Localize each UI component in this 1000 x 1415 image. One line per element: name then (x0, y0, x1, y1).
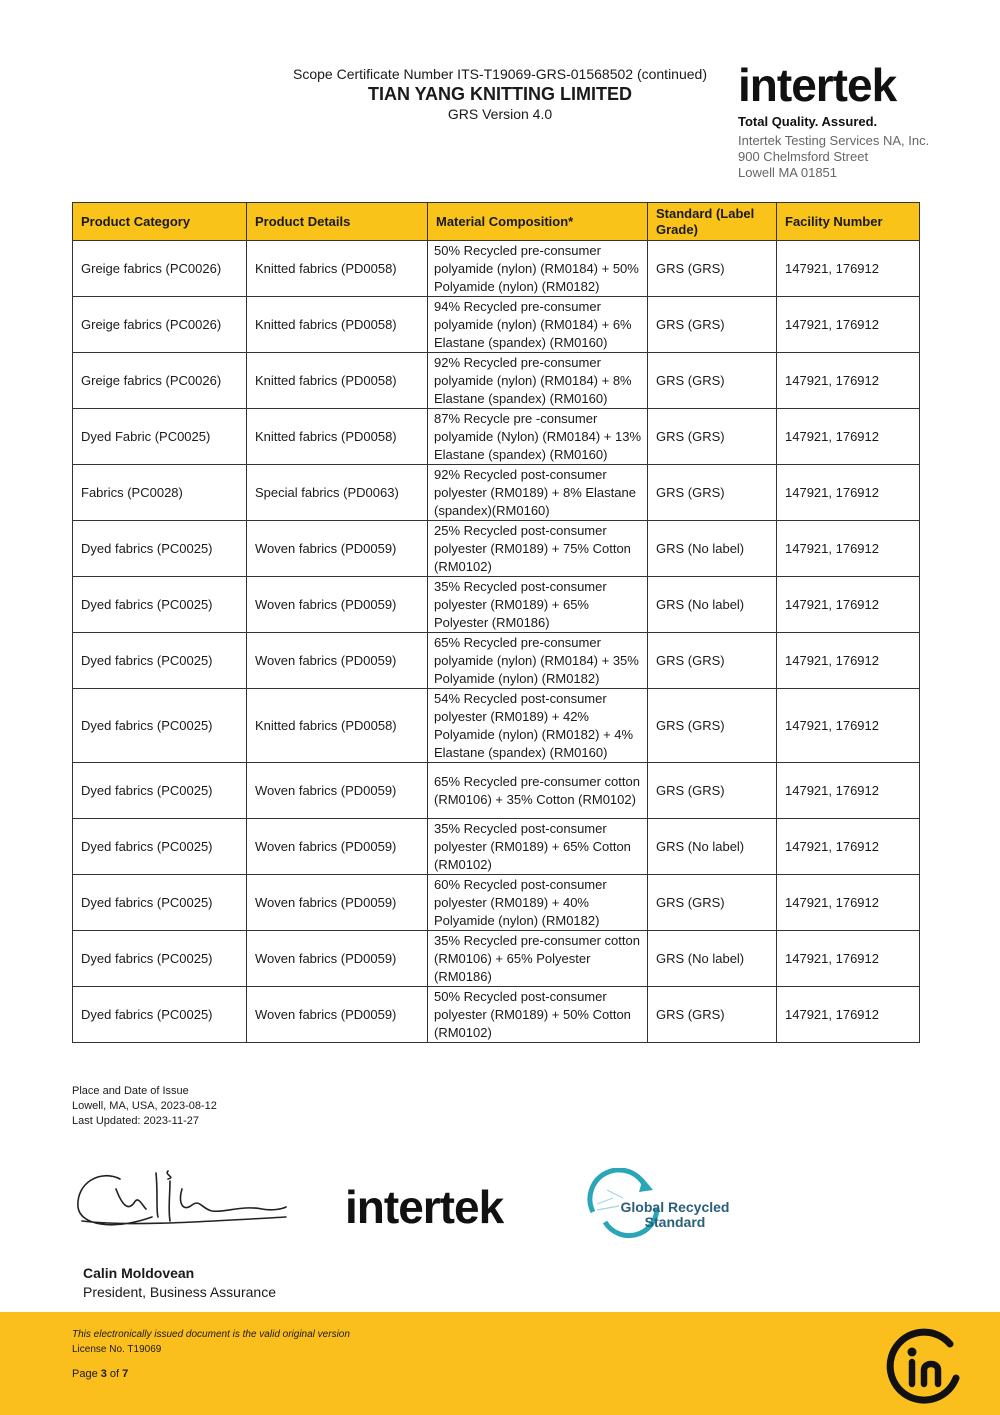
table-row (73, 689, 920, 763)
product-details-cell: Special fabrics (PD0063) (247, 465, 428, 521)
table-row (73, 987, 920, 1043)
standard-cell: GRS (GRS) (648, 297, 777, 353)
material-composition-cell: 50% Recycled post-consumer polyester (RM0189) + 50% Cotton (RM0102) (428, 987, 648, 1043)
facility-number-cell: 147921, 176912 (777, 577, 920, 633)
product-category-cell: Dyed fabrics (PC0025) (73, 633, 247, 689)
address-line: Lowell MA 01851 (738, 165, 838, 180)
product-category-cell: Greige fabrics (PC0026) (73, 297, 247, 353)
material-composition-cell: 35% Recycled post-consumer polyester (RM0189) + 65% Cotton (RM0102) (428, 819, 648, 875)
standard-cell: GRS (No label) (648, 577, 777, 633)
table-row (73, 931, 920, 987)
material-composition-cell: 65% Recycled pre-consumer polyamide (nylon) (RM0184) + 35% Polyamide (nylon) (RM0182) (428, 633, 648, 689)
grs-line: Global Recycled (620, 1199, 730, 1215)
material-composition-cell: 54% Recycled post-consumer polyester (RM0189) + 42% Polyamide (nylon) (RM0182) + 4% Elastane (spandex) (RM0160) (428, 689, 648, 763)
facility-number-cell: 147921, 176912 (777, 931, 920, 987)
brand-tagline: Total Quality. Assured. (738, 114, 878, 129)
page-label: Page (72, 1368, 101, 1380)
page-indicator (72, 1368, 128, 1380)
page-total: 7 (122, 1368, 129, 1380)
facility-number-cell: 147921, 176912 (777, 819, 920, 875)
table-row (73, 409, 920, 465)
product-details-cell: Woven fabrics (PD0059) (247, 763, 428, 819)
intertek-logo: intertek (738, 59, 897, 111)
product-category-cell: Greige fabrics (PC0026) (73, 353, 247, 409)
product-details-cell: Woven fabrics (PD0059) (247, 633, 428, 689)
material-composition-cell: 94% Recycled pre-consumer polyamide (nylon) (RM0184) + 6% Elastane (spandex) (RM0160) (428, 297, 648, 353)
material-composition-cell: 25% Recycled post-consumer polyester (RM0189) + 75% Cotton (RM0102) (428, 521, 648, 577)
table-row (73, 465, 920, 521)
signer-name: Calin Moldovean (83, 1265, 195, 1281)
facility-number-cell: 147921, 176912 (777, 465, 920, 521)
facility-number-cell: 147921, 176912 (777, 763, 920, 819)
table-header-row (73, 203, 920, 241)
standard-cell: GRS (GRS) (648, 763, 777, 819)
certificate-number: Scope Certificate Number ITS-T19069-GRS-01568502 (continued) (293, 66, 707, 82)
table-row (73, 819, 920, 875)
product-category-cell: Dyed fabrics (PC0025) (73, 987, 247, 1043)
standard-cell: GRS (GRS) (648, 633, 777, 689)
signer-block (83, 1264, 276, 1302)
product-details-cell: Woven fabrics (PD0059) (247, 819, 428, 875)
address-line: Intertek Testing Services NA, Inc. (738, 133, 930, 148)
page-number: 3 (100, 1368, 107, 1380)
signature-image (72, 1165, 287, 1235)
product-category-cell: Dyed Fabric (PC0025) (73, 409, 247, 465)
issue-label: Place and Date of Issue (72, 1085, 189, 1097)
license-number: License No. T19069 (72, 1344, 162, 1355)
issue-info (72, 1084, 217, 1129)
footer-note: This electronically issued document is the valid original version (72, 1329, 350, 1340)
product-details-cell: Knitted fabrics (PD0058) (247, 297, 428, 353)
scope-table (72, 202, 920, 1043)
facility-number-cell: 147921, 176912 (777, 633, 920, 689)
product-details-cell: Woven fabrics (PD0059) (247, 521, 428, 577)
address-line: 900 Chelmsford Street (738, 149, 869, 164)
standard-cell: GRS (GRS) (648, 409, 777, 465)
grs-line: Standard (644, 1214, 706, 1230)
product-details-cell: Woven fabrics (PD0059) (247, 577, 428, 633)
material-composition-cell: 65% Recycled pre-consumer cotton (RM0106) + 35% Cotton (RM0102) (428, 763, 648, 819)
material-composition-cell: 92% Recycled pre-consumer polyamide (nylon) (RM0184) + 8% Elastane (spandex) (RM0160) (428, 353, 648, 409)
grs-logo-text (610, 1200, 740, 1230)
product-category-cell: Greige fabrics (PC0026) (73, 241, 247, 297)
table-row (73, 521, 920, 577)
standard-cell: GRS (No label) (648, 521, 777, 577)
product-category-cell: Dyed fabrics (PC0025) (73, 819, 247, 875)
standard-cell: GRS (GRS) (648, 689, 777, 763)
standard-cell: GRS (GRS) (648, 353, 777, 409)
facility-number-cell: 147921, 176912 (777, 297, 920, 353)
product-details-cell: Knitted fabrics (PD0058) (247, 409, 428, 465)
product-details-cell: Woven fabrics (PD0059) (247, 987, 428, 1043)
product-details-cell: Knitted fabrics (PD0058) (247, 241, 428, 297)
header-standard: Standard (Label Grade) (648, 203, 777, 241)
material-composition-cell: 50% Recycled pre-consumer polyamide (nylon) (RM0184) + 50% Polyamide (nylon) (RM0182) (428, 241, 648, 297)
facility-number-cell: 147921, 176912 (777, 875, 920, 931)
table-row (73, 633, 920, 689)
page-of: of (106, 1368, 123, 1380)
facility-number-cell: 147921, 176912 (777, 241, 920, 297)
material-composition-cell: 35% Recycled post-consumer polyester (RM0189) + 65% Polyester (RM0186) (428, 577, 648, 633)
product-category-cell: Dyed fabrics (PC0025) (73, 931, 247, 987)
footer-band (0, 1312, 1000, 1415)
table-row (73, 577, 920, 633)
product-details-cell: Knitted fabrics (PD0058) (247, 353, 428, 409)
product-details-cell: Woven fabrics (PD0059) (247, 875, 428, 931)
material-composition-cell: 35% Recycled pre-consumer cotton (RM0106) + 65% Polyester (RM0186) (428, 931, 648, 987)
standard-cell: GRS (No label) (648, 931, 777, 987)
document-header (250, 66, 750, 123)
facility-number-cell: 147921, 176912 (777, 409, 920, 465)
table-row (73, 241, 920, 297)
header-product-category: Product Category (73, 203, 247, 241)
table-row (73, 297, 920, 353)
material-composition-cell: 60% Recycled post-consumer polyester (RM0189) + 40% Polyamide (nylon) (RM0182) (428, 875, 648, 931)
company-name: TIAN YANG KNITTING LIMITED (367, 84, 632, 104)
standard-cell: GRS (GRS) (648, 987, 777, 1043)
intertek-logo-footer: intertek (345, 1181, 504, 1233)
intertek-brand-block (738, 59, 968, 181)
facility-number-cell: 147921, 176912 (777, 521, 920, 577)
product-category-cell: Fabrics (PC0028) (73, 465, 247, 521)
issue-place-date: Lowell, MA, USA, 2023-08-12 (72, 1100, 217, 1112)
product-category-cell: Dyed fabrics (PC0025) (73, 875, 247, 931)
brand-address (738, 133, 968, 181)
product-category-cell: Dyed fabrics (PC0025) (73, 763, 247, 819)
product-details-cell: Knitted fabrics (PD0058) (247, 689, 428, 763)
intertek-in-icon (884, 1326, 968, 1406)
standard-version: GRS Version 4.0 (447, 106, 553, 122)
material-composition-cell: 92% Recycled post-consumer polyester (RM0189) + 8% Elastane (spandex)(RM0160) (428, 465, 648, 521)
standard-cell: GRS (GRS) (648, 465, 777, 521)
table-row (73, 875, 920, 931)
product-category-cell: Dyed fabrics (PC0025) (73, 577, 247, 633)
product-category-cell: Dyed fabrics (PC0025) (73, 689, 247, 763)
header-material-composition: Material Composition* (428, 203, 648, 241)
signer-title: President, Business Assurance (83, 1284, 276, 1300)
facility-number-cell: 147921, 176912 (777, 987, 920, 1043)
table-row (73, 763, 920, 819)
header-product-details: Product Details (247, 203, 428, 241)
material-composition-cell: 87% Recycle pre -consumer polyamide (Nylon) (RM0184) + 13% Elastane (spandex) (RM0160) (428, 409, 648, 465)
standard-cell: GRS (GRS) (648, 241, 777, 297)
last-updated: Last Updated: 2023-11-27 (72, 1115, 199, 1127)
product-category-cell: Dyed fabrics (PC0025) (73, 521, 247, 577)
standard-cell: GRS (GRS) (648, 875, 777, 931)
product-details-cell: Woven fabrics (PD0059) (247, 931, 428, 987)
table-row (73, 353, 920, 409)
facility-number-cell: 147921, 176912 (777, 689, 920, 763)
facility-number-cell: 147921, 176912 (777, 353, 920, 409)
header-facility-number: Facility Number (777, 203, 920, 241)
standard-cell: GRS (No label) (648, 819, 777, 875)
